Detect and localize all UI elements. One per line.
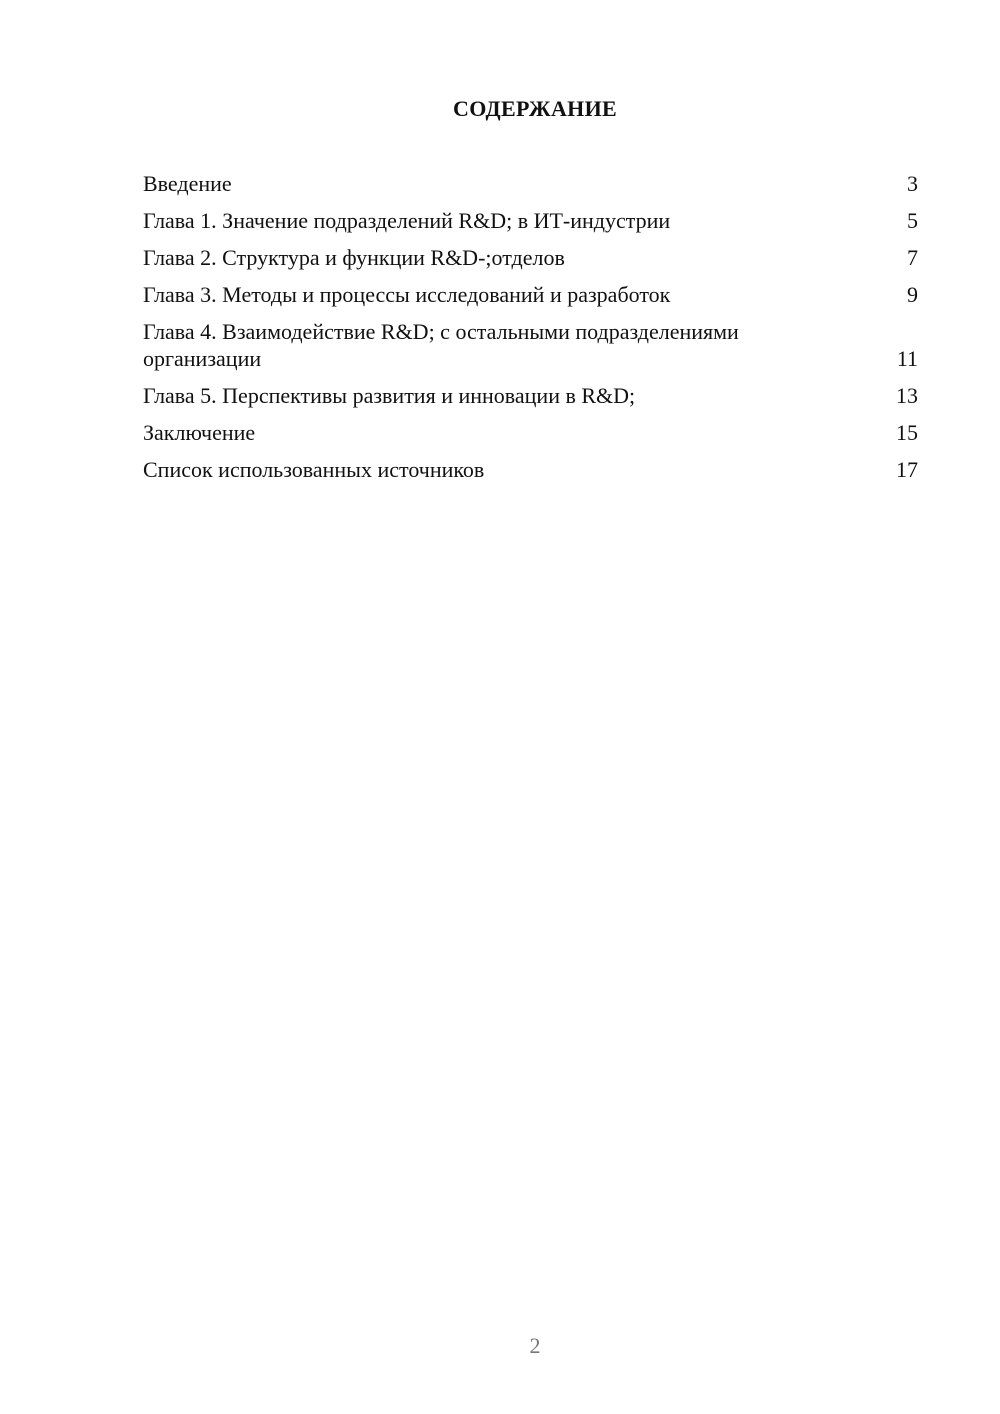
table-of-contents: [143, 170, 918, 493]
toc-entry-page: 5: [907, 208, 918, 233]
toc-entry-page: 3: [907, 171, 918, 196]
toc-entry-label: Глава 3. Методы и процессы исследований и разработок: [143, 282, 671, 307]
toc-entry-label: Глава 2. Структура и функции R&D-;отделов: [143, 245, 565, 270]
toc-entry-chapter-4[interactable]: [143, 318, 918, 372]
page-title: СОДЕРЖАНИЕ: [453, 96, 617, 121]
toc-entry-label: Список использованных источников: [143, 457, 485, 482]
toc-entry-chapter-2[interactable]: [143, 244, 918, 271]
toc-entry-introduction[interactable]: [143, 170, 918, 197]
toc-entry-chapter-5[interactable]: [143, 382, 918, 409]
toc-entry-label: Глава 4. Взаимодействие R&D; с остальными подразделениями организации: [143, 319, 739, 371]
toc-entry-chapter-3[interactable]: [143, 281, 918, 308]
page-number: 2: [529, 1333, 541, 1358]
toc-entry-page: 7: [907, 245, 918, 270]
toc-entry-page: 13: [896, 383, 918, 408]
toc-entry-page: 15: [896, 420, 918, 445]
toc-entry-page: 9: [907, 282, 918, 307]
toc-entry-label: Глава 5. Перспективы развития и инновации в R&D;: [143, 383, 636, 408]
toc-entry-label: Глава 1. Значение подразделений R&D; в ИТ-индустрии: [143, 208, 671, 233]
toc-entry-page: 11: [896, 346, 918, 371]
toc-entry-page: 17: [896, 457, 918, 482]
toc-entry-label: Введение: [143, 171, 232, 196]
toc-entry-conclusion[interactable]: [143, 419, 918, 446]
toc-entry-label: Заключение: [143, 420, 256, 445]
toc-entry-chapter-1[interactable]: [143, 207, 918, 234]
toc-entry-references[interactable]: [143, 456, 918, 483]
